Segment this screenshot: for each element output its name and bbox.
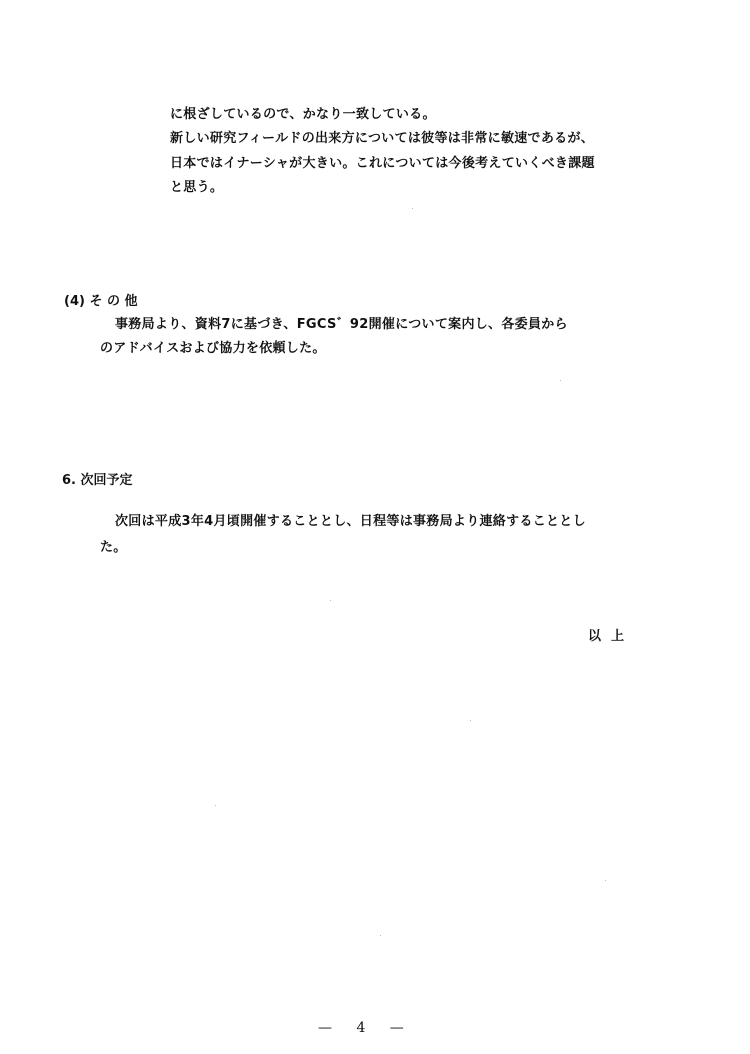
- scan-speck: [380, 935, 381, 936]
- section-next-line: た。: [100, 540, 127, 555]
- scan-speck: [330, 600, 331, 601]
- section-heading-next-meeting: 6. 次回予定: [62, 473, 133, 488]
- scan-speck: [412, 208, 413, 209]
- paragraph-line: 日本ではイナーシャが大きい。これについては今後考えていくべき課題: [170, 156, 595, 171]
- section-other-line: のアドバイスおよび協力を依頼した。: [100, 341, 326, 356]
- closing-mark: 以上: [588, 629, 635, 644]
- paragraph-line: に根ざしているので、かなり一致している。: [170, 107, 436, 122]
- scan-speck: [605, 880, 606, 881]
- section-next-line: 次回は平成3年4月頃開催することとし、日程等は事務局より連絡することとし: [115, 514, 586, 529]
- scan-speck: [215, 805, 216, 806]
- paragraph-line: と思う。: [170, 180, 224, 195]
- section-other-line: 事務局より、資料7に基づき、FGCS゛92開催について案内し、各委員から: [115, 317, 568, 332]
- scan-speck: [560, 380, 561, 381]
- scan-speck: [470, 720, 471, 721]
- paragraph-line: 新しい研究フィールドの出来方については彼等は非常に敏速であるが、: [170, 131, 595, 146]
- page-number: — 4 —: [318, 1020, 414, 1036]
- section-heading-other: (4) そ の 他: [64, 294, 138, 309]
